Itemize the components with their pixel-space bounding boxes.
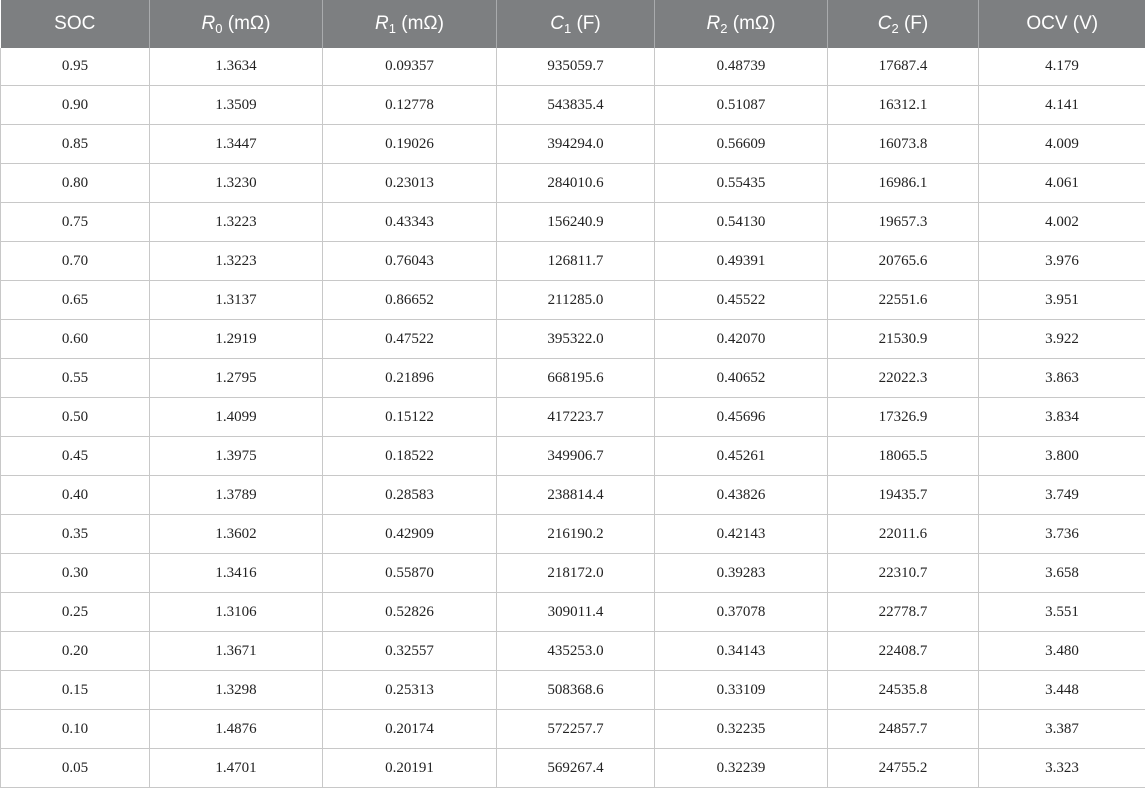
table-cell-r1: 0.21896 [323, 359, 497, 398]
table-cell-soc: 0.70 [1, 242, 150, 281]
table-cell-r0: 1.3106 [150, 593, 323, 632]
table-cell-c2: 16073.8 [828, 125, 979, 164]
table-row [1, 749, 1145, 788]
table-cell-r2: 0.33109 [655, 671, 828, 710]
table-cell-r0: 1.3634 [150, 48, 323, 86]
table-cell-ocv: 3.951 [979, 281, 1145, 320]
table-cell-r0: 1.3447 [150, 125, 323, 164]
table-cell-soc: 0.10 [1, 710, 150, 749]
table-row [1, 554, 1145, 593]
table-cell-r2: 0.54130 [655, 203, 828, 242]
header-symbol: R [202, 13, 216, 34]
table-cell-c2: 24755.2 [828, 749, 979, 788]
table-cell-r1: 0.47522 [323, 320, 497, 359]
table-row [1, 86, 1145, 125]
table-cell-c1: 284010.6 [497, 164, 655, 203]
table-cell-c2: 24857.7 [828, 710, 979, 749]
table-cell-r0: 1.3298 [150, 671, 323, 710]
table-cell-c2: 18065.5 [828, 437, 979, 476]
table-cell-soc: 0.95 [1, 48, 150, 86]
table-row [1, 164, 1145, 203]
table-cell-c1: 935059.7 [497, 48, 655, 86]
table-cell-c1: 238814.4 [497, 476, 655, 515]
table-row [1, 671, 1145, 710]
table-cell-c1: 309011.4 [497, 593, 655, 632]
table-cell-r0: 1.3416 [150, 554, 323, 593]
table-cell-r2: 0.42143 [655, 515, 828, 554]
table-cell-soc: 0.90 [1, 86, 150, 125]
table-cell-r1: 0.52826 [323, 593, 497, 632]
table-cell-r0: 1.3602 [150, 515, 323, 554]
table-cell-c1: 211285.0 [497, 281, 655, 320]
header-symbol: C [878, 13, 892, 34]
table-cell-r1: 0.42909 [323, 515, 497, 554]
table-row [1, 125, 1145, 164]
table-cell-c2: 17687.4 [828, 48, 979, 86]
table-cell-r0: 1.4876 [150, 710, 323, 749]
table-cell-c1: 572257.7 [497, 710, 655, 749]
table-cell-r2: 0.49391 [655, 242, 828, 281]
table-cell-c1: 216190.2 [497, 515, 655, 554]
table-cell-r2: 0.56609 [655, 125, 828, 164]
table-cell-r1: 0.25313 [323, 671, 497, 710]
table-cell-r0: 1.3975 [150, 437, 323, 476]
table-cell-c2: 22551.6 [828, 281, 979, 320]
header-subscript: 0 [215, 21, 222, 36]
table-cell-r2: 0.55435 [655, 164, 828, 203]
table-cell-r2: 0.39283 [655, 554, 828, 593]
table-cell-ocv: 4.002 [979, 203, 1145, 242]
table-cell-r0: 1.2795 [150, 359, 323, 398]
table-cell-r1: 0.32557 [323, 632, 497, 671]
header-label: (mΩ) [223, 13, 271, 34]
table-cell-r1: 0.23013 [323, 164, 497, 203]
table-row [1, 515, 1145, 554]
table-cell-soc: 0.30 [1, 554, 150, 593]
table-cell-soc: 0.75 [1, 203, 150, 242]
table-cell-ocv: 3.976 [979, 242, 1145, 281]
table-cell-soc: 0.50 [1, 398, 150, 437]
table-cell-soc: 0.80 [1, 164, 150, 203]
table-cell-r2: 0.34143 [655, 632, 828, 671]
table-cell-r0: 1.3671 [150, 632, 323, 671]
table-cell-r0: 1.4099 [150, 398, 323, 437]
table-cell-r0: 1.2919 [150, 320, 323, 359]
column-header-r0 [150, 0, 323, 48]
header-label: (mΩ) [728, 13, 776, 34]
header-symbol: R [707, 13, 721, 34]
table-cell-ocv: 3.551 [979, 593, 1145, 632]
table-cell-r1: 0.55870 [323, 554, 497, 593]
table-row [1, 203, 1145, 242]
table-cell-r0: 1.3509 [150, 86, 323, 125]
table-cell-c2: 22408.7 [828, 632, 979, 671]
table-cell-c2: 21530.9 [828, 320, 979, 359]
table-cell-c2: 19657.3 [828, 203, 979, 242]
column-header-ocv [979, 0, 1145, 48]
table-cell-r2: 0.32235 [655, 710, 828, 749]
table-cell-soc: 0.40 [1, 476, 150, 515]
table-cell-r2: 0.42070 [655, 320, 828, 359]
table-row [1, 593, 1145, 632]
table-cell-ocv: 4.141 [979, 86, 1145, 125]
table-row [1, 476, 1145, 515]
table-cell-c2: 17326.9 [828, 398, 979, 437]
table-cell-soc: 0.60 [1, 320, 150, 359]
table-cell-c1: 417223.7 [497, 398, 655, 437]
column-header-r1 [323, 0, 497, 48]
table-cell-soc: 0.45 [1, 437, 150, 476]
header-symbol: C [550, 13, 564, 34]
table-cell-r1: 0.18522 [323, 437, 497, 476]
table-cell-r2: 0.32239 [655, 749, 828, 788]
table-cell-c1: 156240.9 [497, 203, 655, 242]
table-cell-ocv: 3.863 [979, 359, 1145, 398]
table-cell-c2: 22011.6 [828, 515, 979, 554]
table-row [1, 320, 1145, 359]
table-cell-r2: 0.40652 [655, 359, 828, 398]
header-subscript: 1 [389, 21, 396, 36]
table-cell-r1: 0.76043 [323, 242, 497, 281]
table-cell-r2: 0.45261 [655, 437, 828, 476]
table-body [1, 48, 1145, 788]
table-cell-soc: 0.05 [1, 749, 150, 788]
table-cell-soc: 0.65 [1, 281, 150, 320]
table-cell-r2: 0.48739 [655, 48, 828, 86]
table-cell-soc: 0.55 [1, 359, 150, 398]
header-label: SOC [54, 13, 95, 34]
table-cell-r0: 1.3223 [150, 203, 323, 242]
table-cell-c2: 16986.1 [828, 164, 979, 203]
table-cell-r2: 0.43826 [655, 476, 828, 515]
column-header-c1 [497, 0, 655, 48]
table-cell-ocv: 3.736 [979, 515, 1145, 554]
table-cell-ocv: 3.922 [979, 320, 1145, 359]
table-cell-r2: 0.45522 [655, 281, 828, 320]
table-cell-r1: 0.86652 [323, 281, 497, 320]
table-cell-ocv: 3.800 [979, 437, 1145, 476]
header-subscript: 2 [720, 21, 727, 36]
table-cell-c1: 394294.0 [497, 125, 655, 164]
table-cell-ocv: 3.749 [979, 476, 1145, 515]
table-cell-c2: 16312.1 [828, 86, 979, 125]
table-row [1, 242, 1145, 281]
table-cell-ocv: 3.323 [979, 749, 1145, 788]
table-cell-c2: 22778.7 [828, 593, 979, 632]
header-subscript: 1 [564, 21, 571, 36]
table-cell-c1: 349906.7 [497, 437, 655, 476]
header-symbol: R [375, 13, 389, 34]
table-cell-r1: 0.43343 [323, 203, 497, 242]
table-cell-r1: 0.20191 [323, 749, 497, 788]
table-row [1, 48, 1145, 86]
header-label: OCV (V) [1026, 13, 1098, 34]
table-cell-soc: 0.35 [1, 515, 150, 554]
table-cell-c2: 20765.6 [828, 242, 979, 281]
table-cell-c1: 126811.7 [497, 242, 655, 281]
table-cell-c1: 218172.0 [497, 554, 655, 593]
table-cell-c2: 24535.8 [828, 671, 979, 710]
table-cell-ocv: 4.009 [979, 125, 1145, 164]
table-cell-r0: 1.3789 [150, 476, 323, 515]
table-cell-ocv: 3.387 [979, 710, 1145, 749]
table-cell-ocv: 4.061 [979, 164, 1145, 203]
table-cell-c1: 668195.6 [497, 359, 655, 398]
table-cell-r1: 0.12778 [323, 86, 497, 125]
table-cell-r1: 0.09357 [323, 48, 497, 86]
table-cell-c1: 395322.0 [497, 320, 655, 359]
table-cell-r0: 1.3230 [150, 164, 323, 203]
table-cell-r2: 0.51087 [655, 86, 828, 125]
table-row [1, 632, 1145, 671]
table-row [1, 710, 1145, 749]
table-cell-r1: 0.28583 [323, 476, 497, 515]
table-cell-r1: 0.20174 [323, 710, 497, 749]
table-row [1, 437, 1145, 476]
table-cell-r0: 1.3223 [150, 242, 323, 281]
table-cell-ocv: 3.448 [979, 671, 1145, 710]
table-cell-soc: 0.85 [1, 125, 150, 164]
table-cell-r2: 0.45696 [655, 398, 828, 437]
header-subscript: 2 [891, 21, 898, 36]
table-cell-soc: 0.20 [1, 632, 150, 671]
table-cell-soc: 0.15 [1, 671, 150, 710]
table-cell-c2: 22022.3 [828, 359, 979, 398]
header-label: (F) [571, 13, 601, 34]
table-row [1, 281, 1145, 320]
table-cell-r2: 0.37078 [655, 593, 828, 632]
table-cell-c1: 543835.4 [497, 86, 655, 125]
table-row [1, 398, 1145, 437]
table-cell-r0: 1.4701 [150, 749, 323, 788]
table-cell-ocv: 3.480 [979, 632, 1145, 671]
column-header-soc [1, 0, 150, 48]
table-cell-c1: 435253.0 [497, 632, 655, 671]
table-cell-c1: 569267.4 [497, 749, 655, 788]
column-header-c2 [828, 0, 979, 48]
table-cell-ocv: 4.179 [979, 48, 1145, 86]
table-cell-c1: 508368.6 [497, 671, 655, 710]
table-cell-ocv: 3.834 [979, 398, 1145, 437]
header-row [1, 0, 1145, 48]
header-label: (F) [899, 13, 929, 34]
table-cell-r0: 1.3137 [150, 281, 323, 320]
table-cell-ocv: 3.658 [979, 554, 1145, 593]
column-header-r2 [655, 0, 828, 48]
table-cell-soc: 0.25 [1, 593, 150, 632]
table-cell-c2: 22310.7 [828, 554, 979, 593]
table-cell-r1: 0.15122 [323, 398, 497, 437]
table-cell-r1: 0.19026 [323, 125, 497, 164]
table-cell-c2: 19435.7 [828, 476, 979, 515]
table-row [1, 359, 1145, 398]
header-label: (mΩ) [396, 13, 444, 34]
